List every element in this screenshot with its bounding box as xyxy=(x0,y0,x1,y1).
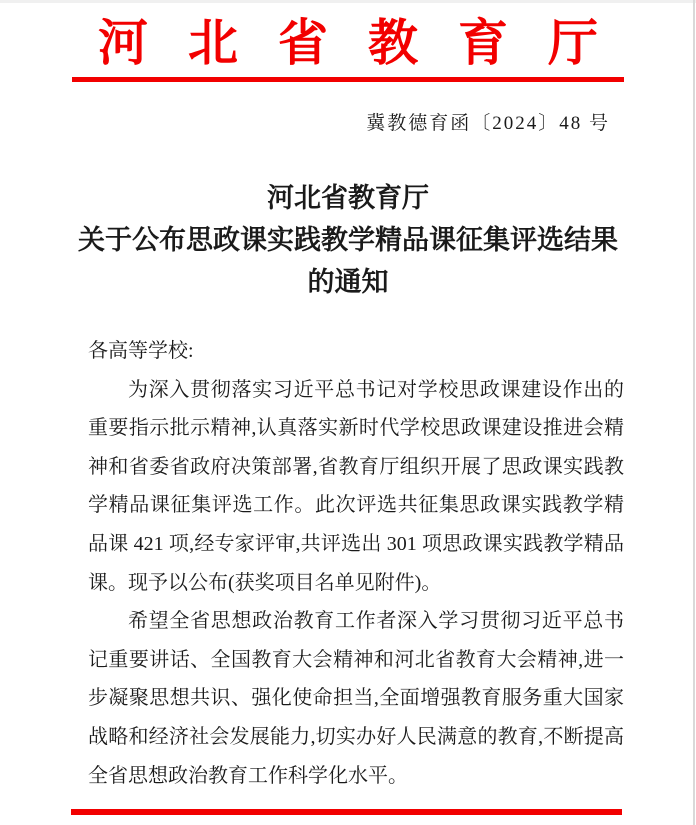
notice-title-line1: 河北省教育厅 xyxy=(267,183,429,213)
letterhead-divider-rule xyxy=(72,77,624,82)
page-right-edge xyxy=(693,0,695,825)
page-top-edge xyxy=(0,0,696,3)
footer-divider-rule xyxy=(71,809,622,815)
notice-title-line3: 的通知 xyxy=(307,267,389,297)
notice-title xyxy=(0,177,696,303)
body-paragraph: 希望全省思想政治教育工作者深入学习贯彻习近平总书记重要讲话、全国教育大会精神和河北省教育大会精神,进一步凝聚思想共识、强化使命担当,全面增强教育服务重大国家战略和经济社会发展能力,切实办好人民满意的教育,不断提高全省思想政治教育工作科学化水平。 xyxy=(88,610,624,787)
notice-title-line2: 关于公布思政课实践教学精品课征集评选结果 xyxy=(78,225,618,255)
document-number: 冀教德育函〔2024〕48 号 xyxy=(366,113,610,134)
letterhead-title: 河北省教育厅 xyxy=(98,15,638,71)
notice-body xyxy=(88,332,624,795)
body-paragraph: 为深入贯彻落实习近平总书记对学校思政课建设作出的重要指示批示精神,认真落实新时代学校思政课建设推进会精神和省委省政府决策部署,省教育厅组织开展了思政课实践教学精品课征集评选工作。此次评选共征集思政课实践教学精品课 421 项,经专家评审,共评选出 301 项思政课实践教学精品课。现予以公布(获奖项目名单见附件)。 xyxy=(88,378,624,594)
salutation: 各高等学校: xyxy=(88,340,194,362)
